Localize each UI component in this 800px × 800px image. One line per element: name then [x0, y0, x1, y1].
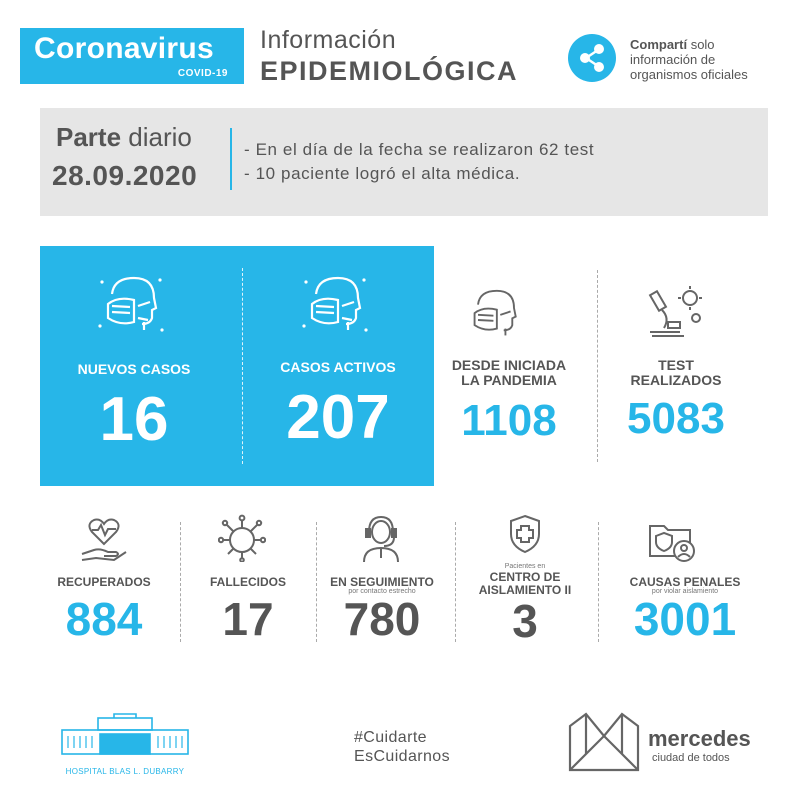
parte-rest: diario: [128, 122, 192, 152]
recuperados-label: RECUPERADOS: [57, 575, 151, 589]
aislamiento-value: 3: [512, 595, 538, 647]
aislamiento-label-1: CENTRO DE: [489, 570, 561, 584]
pandemia-label-2: LA PANDEMIA: [461, 372, 557, 388]
share-bold: Compartí: [630, 37, 688, 52]
test-label-1: TEST: [658, 357, 694, 373]
parte-bold: Parte: [56, 122, 122, 152]
causas-value: 3001: [633, 593, 737, 645]
nuevos-casos-value: 16: [99, 385, 169, 454]
casos-activos-label: CASOS ACTIVOS: [280, 359, 396, 375]
hashtag-line-2: EsCuidarnos: [354, 748, 451, 765]
aislamiento-prelabel: Pacientes en: [504, 563, 546, 570]
share-icon[interactable]: [568, 34, 616, 82]
report-notes: [244, 138, 594, 186]
highlight-stats-panel: [40, 246, 434, 486]
note-1: - En el día de la fecha se realizaron 62 test: [244, 140, 595, 159]
mercedes-logo-icon: [566, 712, 642, 774]
divider: [316, 522, 317, 642]
badge-title: Coronavirus: [34, 32, 215, 65]
note-2: - 10 paciente logró el alta médica.: [244, 164, 521, 183]
city-name: mercedes: [648, 726, 751, 751]
share-line-2: información de: [630, 52, 716, 67]
test-label: [598, 358, 754, 388]
report-heading: [56, 124, 192, 150]
causas-sublabel: por violar aislamiento: [651, 588, 719, 595]
test-value: 5083: [627, 394, 725, 443]
casos-activos-value: 207: [286, 383, 390, 452]
seguimiento-sublabel: por contacto estrecho: [348, 588, 416, 595]
aislamiento-label-2: AISLAMIENTO II: [478, 583, 572, 597]
divider: [230, 128, 232, 190]
daily-report-panel: [40, 108, 768, 216]
legal-folder-icon: [648, 520, 698, 564]
hashtag-line-1: #Cuidarte: [354, 729, 427, 746]
seguimiento-value: 780: [343, 593, 421, 645]
masked-face-icon: [98, 274, 168, 336]
masked-face-icon: [302, 274, 372, 336]
title-line-2: EPIDEMIOLÓGICA: [260, 56, 519, 86]
hospital-logo: [60, 712, 190, 776]
coronavirus-badge: [20, 28, 244, 84]
fallecidos-value: 17: [222, 593, 274, 645]
recuperados-value: 884: [65, 593, 143, 645]
divider: [180, 522, 181, 642]
divider: [455, 522, 456, 642]
share-message: [630, 37, 748, 82]
pandemia-value: 1108: [461, 396, 557, 445]
hospital-name: HOSPITAL BLAS L. DUBARRY: [65, 767, 185, 776]
medical-shield-icon: [508, 514, 542, 554]
report-date: 28.09.2020: [52, 160, 198, 191]
heart-hand-icon: [80, 516, 128, 562]
page-title: [260, 28, 518, 85]
pandemia-label: [434, 358, 584, 388]
pandemia-label-1: DESDE INICIADA: [451, 357, 567, 373]
headset-operator-icon: [360, 514, 402, 564]
fallecidos-label: FALLECIDOS: [209, 575, 286, 589]
causas-label: CAUSAS PENALES: [629, 575, 741, 589]
virus-icon: [218, 514, 266, 562]
hashtag: [354, 728, 450, 766]
badge-subtitle: COVID-19: [177, 68, 228, 79]
seguimiento-label: EN SEGUIMIENTO: [330, 575, 434, 589]
microscope-icon: [640, 284, 706, 340]
city-tagline: ciudad de todos: [652, 752, 730, 764]
masked-face-icon: [466, 286, 526, 342]
share-line-3: organismos oficiales: [630, 67, 748, 82]
test-label-2: REALIZADOS: [630, 372, 722, 388]
divider: [598, 522, 599, 642]
share-rest: solo: [690, 37, 715, 52]
nuevos-casos-label: NUEVOS CASOS: [77, 361, 191, 377]
title-line-1: Información: [260, 26, 397, 54]
